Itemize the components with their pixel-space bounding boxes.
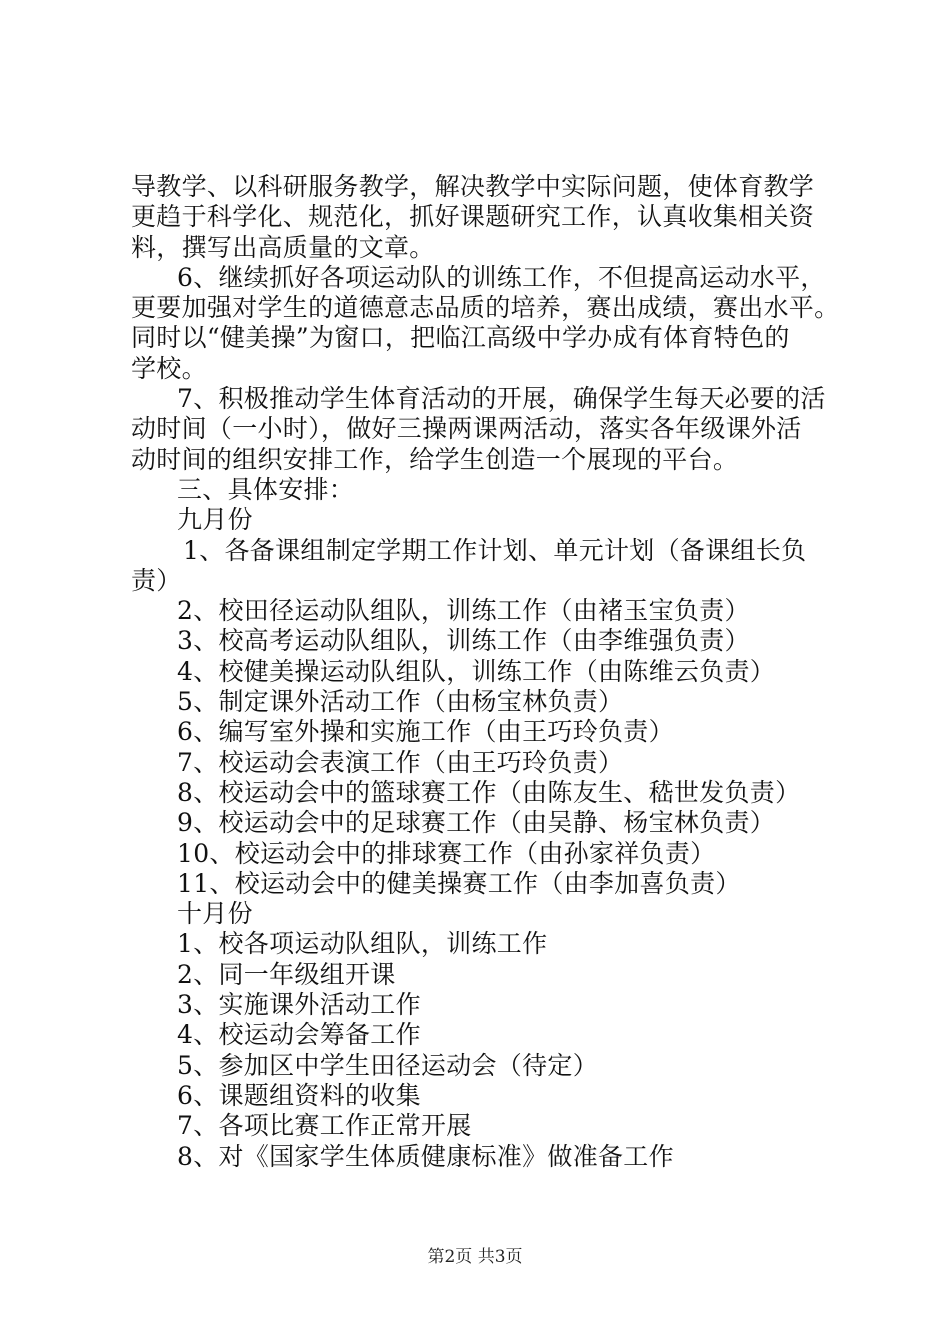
list-item-continuation: 责） (131, 565, 182, 595)
list-item: 6、编写室外操和实施工作（由王巧玲负责） (177, 717, 674, 747)
list-item: 1、校各项运动队组队，训练工作 (177, 929, 548, 959)
item-7-line: 7、积极推动学生体育活动的开展，确保学生每天必要的活 (177, 384, 826, 414)
month-heading-september: 九月份 (177, 505, 253, 535)
list-item: 2、校田径运动队组队，训练工作（由褚玉宝负责） (177, 596, 750, 626)
item-6-line: 6、继续抓好各项运动队的训练工作，不但提高运动水平， (177, 262, 826, 292)
paragraph-line: 同时以“健美操”为窗口，把临江高级中学办成有体育特色的 (131, 323, 790, 353)
paragraph-line: 料，撰写出高质量的文章。 (131, 232, 435, 262)
paragraph-line: 学校。 (131, 353, 207, 383)
paragraph-line: 更要加强对学生的道德意志品质的培养，赛出成绩，赛出水平。 (131, 293, 840, 323)
list-item: 7、校运动会表演工作（由王巧玲负责） (177, 747, 624, 777)
paragraph-line: 动时间（一小时），做好三操两课两活动，落实各年级课外活 (131, 414, 802, 444)
page-number-footer: 第2页 共3页 (427, 1247, 523, 1267)
list-item: 5、参加区中学生田径运动会（待定） (177, 1050, 599, 1080)
list-item: 1、各备课组制定学期工作计划、单元计划（备课组长负 (183, 535, 807, 565)
month-heading-october: 十月份 (177, 899, 253, 929)
section-heading: 三、具体安排： (177, 474, 355, 504)
list-item: 8、校运动会中的篮球赛工作（由陈友生、嵇世发负责） (177, 777, 801, 807)
list-item: 4、校运动会筹备工作 (177, 1020, 421, 1050)
list-item: 11、校运动会中的健美操赛工作（由李加喜负责） (177, 868, 741, 898)
list-item: 3、校高考运动队组队，训练工作（由李维强负责） (177, 626, 750, 656)
list-item: 6、课题组资料的收集 (177, 1080, 421, 1110)
list-item: 9、校运动会中的足球赛工作（由吴静、杨宝林负责） (177, 808, 776, 838)
list-item: 10、校运动会中的排球赛工作（由孙家祥负责） (177, 838, 716, 868)
paragraph-line: 导教学、以科研服务教学，解决教学中实际问题，使体育教学 (131, 172, 815, 201)
list-item: 4、校健美操运动队组队，训练工作（由陈维云负责） (177, 656, 776, 686)
list-item: 5、制定课外活动工作（由杨宝林负责） (177, 687, 624, 717)
list-item: 8、对《国家学生体质健康标准》做准备工作 (177, 1141, 674, 1171)
document-body (131, 172, 851, 1172)
list-item: 2、同一年级组开课 (177, 959, 396, 989)
list-item: 7、各项比赛工作正常开展 (177, 1111, 472, 1141)
paragraph-line: 更趋于科学化、规范化，抓好课题研究工作，认真收集相关资 (131, 202, 815, 232)
list-item: 3、实施课外活动工作 (177, 990, 421, 1020)
paragraph-line: 动时间的组织安排工作，给学生创造一个展现的平台。 (131, 444, 739, 474)
